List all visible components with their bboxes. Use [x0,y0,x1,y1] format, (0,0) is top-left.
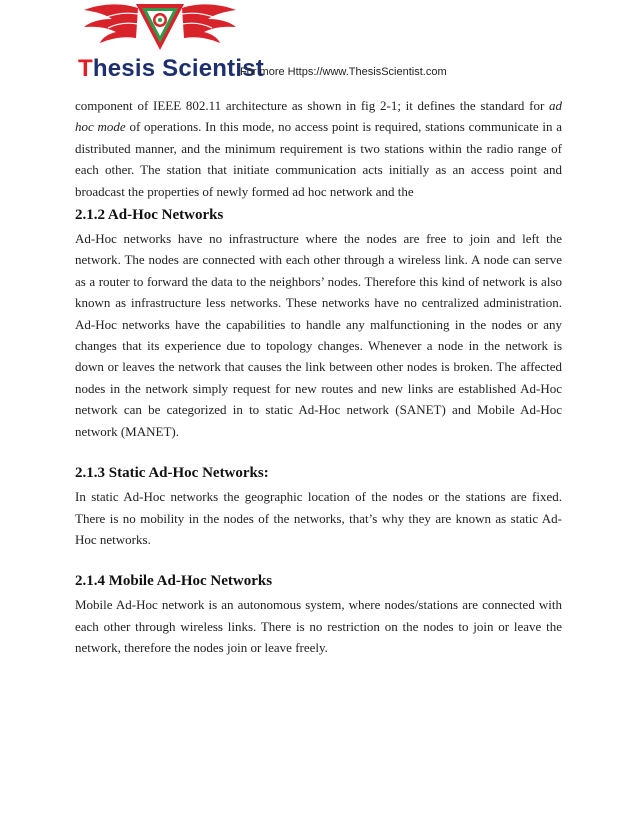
intro-text-start: component of IEEE 802.11 architecture as shown in fig 2-1; it defines the standard for [75,98,549,113]
section-heading-mobile-ad-hoc-networks: 2.1.4 Mobile Ad-Hoc Networks [75,573,273,590]
thesis-scientist-logo-icon [80,0,240,62]
intro-paragraph [75,95,562,202]
intro-text-end: of operations. In this mode, no access point is required, stations communicate in a distributed manner, and the minimum requirement is two stations within the radio range of each other. The station that initiate communication acts initially as an access point and broadcast the properties of newly formed ad hoc network and the [75,119,562,199]
section-heading-ad-hoc-networks: 2.1.2 Ad-Hoc Networks [75,207,224,224]
document-body [75,95,562,659]
intro-emphasis: ad hoc mode [75,98,562,135]
brand-rest: hesis Scientist [92,55,264,82]
section-text-ad-hoc-networks: Ad-Hoc networks have no infrastructure where the nodes are free to join and left the network. The nodes are connected with each other through a wireless link. A node can serve as a router to forward the data to the neighbors’ nodes. Therefore this kind of network is also known as infrastructure less networks. These networks have no centralized administration. Ad-Hoc networks have the capabilities to handle any malfunctioning in the nodes or any changes that its experience due to topology changes. Whenever a node in the network is down or leaves the network that causes the link between other nodes is broken. The affected nodes in the network simply request for new routes and new links are established Ad-Hoc network can be categorized in to static Ad-Hoc network (SANET) and Mobile Ad-Hoc network (MANET). [75,231,562,439]
page-header [0,0,638,86]
brand-name [78,55,264,83]
header-website-link[interactable]: For more Https://www.ThesisScientist.com [240,66,447,78]
section-heading-static-ad-hoc-networks: 2.1.3 Static Ad-Hoc Networks: [75,465,269,482]
section-text-static-ad-hoc-networks: In static Ad-Hoc networks the geographic location of the nodes or the stations are fixed. There is no mobility in the nodes of the networks, that’s why they are known as static Ad-Hoc networks. [75,489,562,547]
section-text-mobile-ad-hoc-networks: Mobile Ad-Hoc network is an autonomous system, where nodes/stations are connected with each other through wireless links. There is no restriction on the nodes to join or leave the network, therefore the nodes join or leave freely. [75,597,562,656]
brand-first-letter: T [78,55,93,82]
